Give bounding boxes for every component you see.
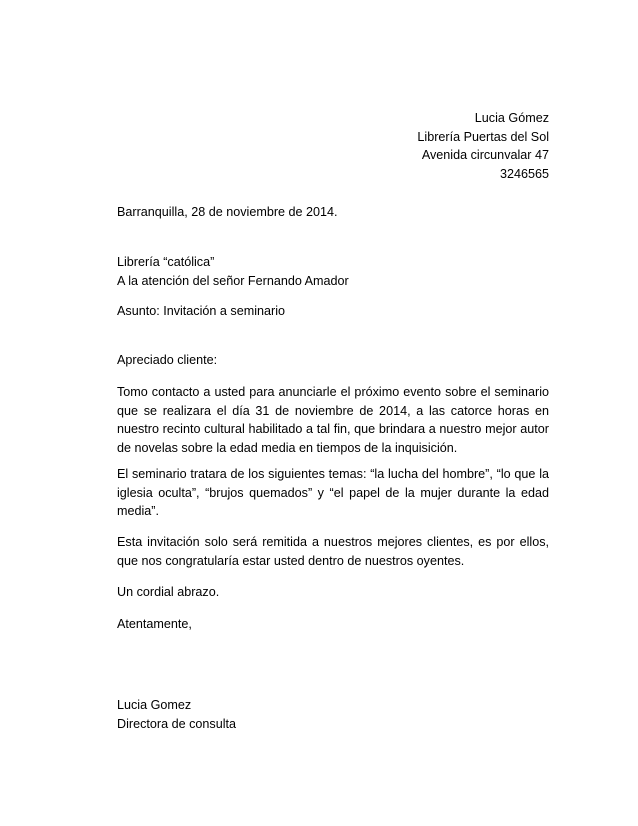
paragraph-1-line: Tomo contacto a usted para anunciarle el próximo evento sobre el seminario xyxy=(117,385,549,399)
recipient-block xyxy=(117,253,549,290)
paragraph-2-line: El seminario tratara de los siguientes temas: “la lucha del hombre”, “lo que la xyxy=(117,467,549,481)
sender-company: Librería Puertas del Sol xyxy=(417,129,549,144)
sender-block xyxy=(417,109,549,183)
sender-address: Avenida circunvalar 47 xyxy=(421,148,549,162)
paragraph-3-line: Esta invitación solo será remitida a nuestros mejores clientes, es por ellos, xyxy=(117,535,549,549)
date-line: Barranquilla, 28 de noviembre de 2014. xyxy=(117,205,338,219)
paragraph-3 xyxy=(117,533,549,570)
signoff-block xyxy=(117,615,549,634)
paragraph-1-line: nuestro recinto cultural habilitado a tal fin, que brindara a nuestro mejor autor xyxy=(117,422,549,436)
paragraph-1 xyxy=(117,383,549,457)
signature-name: Lucia Gomez xyxy=(117,698,192,712)
paragraph-2-line: media”. xyxy=(117,504,159,518)
paragraph-1-line: que se realizara el día 31 de noviembre de 2014, a las catorce horas en xyxy=(117,403,549,418)
signoff-line: Atentamente, xyxy=(117,617,192,631)
subject-block xyxy=(117,302,549,321)
subject-line: Asunto: Invitación a seminario xyxy=(117,304,286,318)
paragraph-2 xyxy=(117,465,549,521)
paragraph-2-line: iglesia oculta”, “brujos quemados” y “el papel de la mujer durante la edad xyxy=(117,485,549,500)
paragraph-3-line: que nos congratularía estar usted dentro de nuestros oyentes. xyxy=(117,553,465,568)
closing-block xyxy=(117,583,549,602)
sender-name: Lucia Gómez xyxy=(474,111,549,125)
paragraph-1-line: de novelas sobre la edad media en tiempos de la inquisición. xyxy=(117,440,458,455)
signature-block xyxy=(117,696,549,733)
sender-phone: 3246565 xyxy=(499,166,549,181)
signature-title: Directora de consulta xyxy=(117,716,237,731)
date-line-block xyxy=(117,203,549,222)
recipient-company: Librería “católica” xyxy=(117,255,215,269)
salutation: Apreciado cliente: xyxy=(117,353,218,367)
closing-line: Un cordial abrazo. xyxy=(117,585,220,599)
recipient-attention: A la atención del señor Fernando Amador xyxy=(117,273,349,288)
salutation-block xyxy=(117,351,549,370)
